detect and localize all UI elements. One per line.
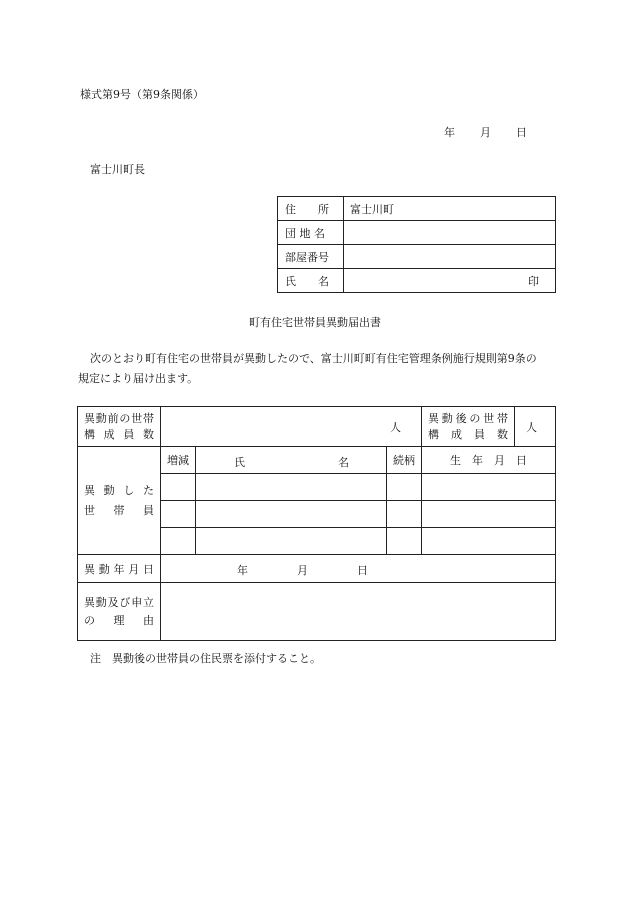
address-label: 住 所 (278, 197, 344, 221)
body-line-1: 次のとおり町有住宅の世帯員が異動したので、富士川町町有住宅管理条例施行規則第9条の (90, 352, 537, 365)
applicant-table (277, 196, 556, 293)
complex-value (344, 221, 556, 245)
date-month: 月 (480, 126, 491, 139)
before-count-unit: 人 (161, 407, 422, 447)
change-date-label: 異動年月日 (78, 555, 161, 583)
col-name: 氏 名 (196, 447, 387, 474)
reason-value (161, 583, 556, 641)
seal-mark: 印 (344, 269, 556, 293)
col-relation: 続柄 (387, 447, 422, 474)
after-count-label: 異動後の世帯 構成員数 (422, 407, 515, 447)
change-table (77, 406, 556, 641)
note: 注 異動後の世帯員の住民票を添付すること。 (90, 652, 321, 665)
date-day: 日 (516, 126, 527, 139)
name-label: 氏 名 (278, 269, 344, 293)
complex-label: 団 地 名 (278, 221, 344, 245)
change-date-value: 年 月 日 (161, 555, 556, 583)
address-value: 富士川町 (344, 197, 556, 221)
recipient: 富士川町長 (90, 163, 145, 176)
form-number: 様式第9号（第9条関係） (80, 88, 204, 101)
body-line-2: 規定により届け出ます。 (78, 372, 199, 385)
before-count-label: 異動前の世帯 構成員数 (78, 407, 161, 447)
col-change: 増減 (161, 447, 196, 474)
room-value (344, 245, 556, 269)
changed-member-label: 異動した 世帯員 (78, 447, 161, 555)
room-label: 部屋番号 (278, 245, 344, 269)
reason-label: 異動及び申立 の 理 由 (78, 583, 161, 641)
date-year: 年 (444, 126, 455, 139)
col-birth: 生 年 月 日 (422, 447, 556, 474)
after-count-unit: 人 (515, 407, 556, 447)
document-title: 町有住宅世帯員異動届出書 (249, 316, 381, 329)
